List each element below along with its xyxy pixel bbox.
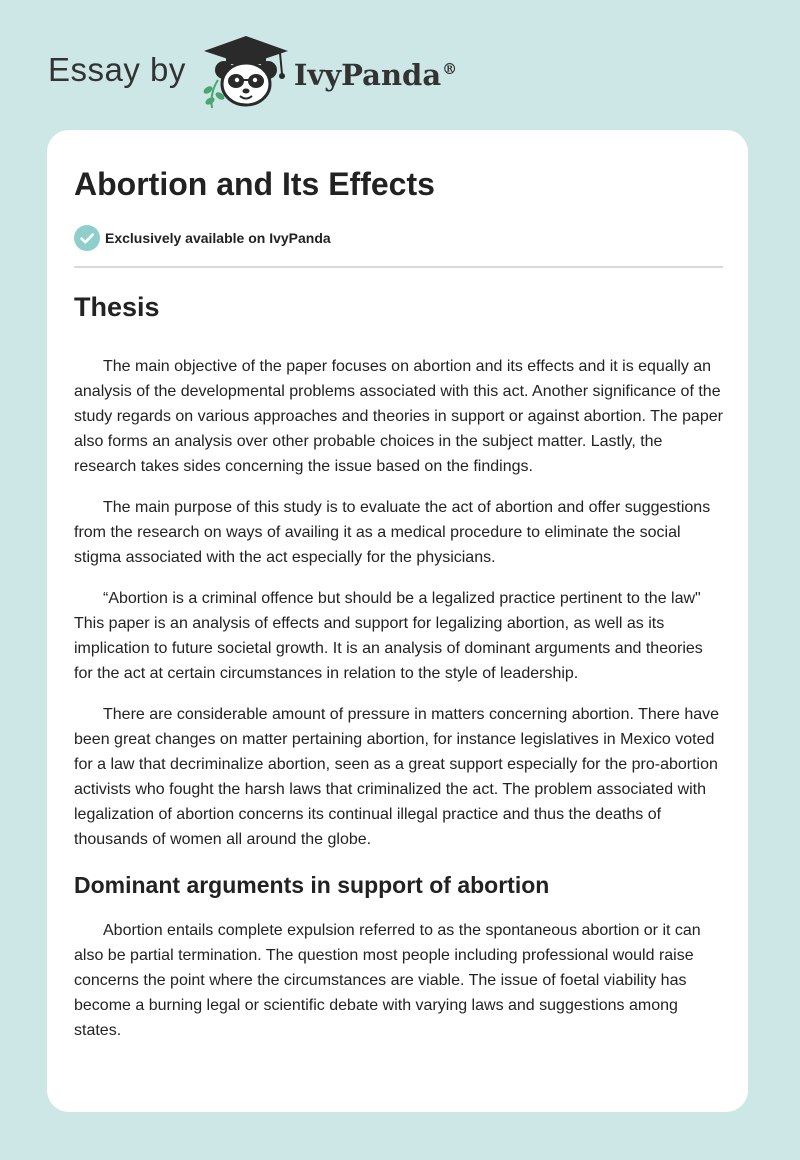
registered-mark: ®	[442, 60, 458, 79]
paragraph: The main objective of the paper focuses on abortion and its effects and it is equally an analysis of the developmental problems associated with this act. Another significance of the study regards on various approaches and theories in support or against abortion. The paper also forms an analysis over other probable choices in the subject matter. Lastly, the research takes sides concerning the issue based on the findings.	[74, 358, 723, 475]
badge-text: Exclusively available on IvyPanda	[105, 230, 331, 246]
paragraph: Abortion entails complete expulsion referred to as the spontaneous abortion or it can also be partial termination. The question most people including professional would raise concerns the point where the circumstances are viable. The issue of foetal viability has become a burning legal or scientific debate with varying laws and suggestions among states.	[74, 922, 701, 1039]
brand-name: IvyPanda®	[293, 58, 458, 92]
section-heading-thesis: Thesis	[74, 292, 160, 322]
panda-graduate-icon	[200, 34, 292, 110]
brand-prefix: Essay by	[48, 51, 186, 88]
exclusive-badge	[74, 224, 721, 252]
paragraph: “Abortion is a criminal offence but should be a legalized practice pertinent to the law" This paper is an analysis of effects and support for legalizing abortion, as well as its implication to future societal growth. It is an analysis of dominant arguments and theories for the act at certain circumstances in relation to the style of leadership.	[74, 590, 703, 682]
checkmark-circle-icon	[74, 225, 100, 251]
brand-header[interactable]	[48, 34, 457, 110]
divider	[74, 266, 723, 268]
paragraph: There are considerable amount of pressure in matters concerning abortion. There have been great changes on matter pertaining abortion, for instance legislatives in Mexico voted for a law that decriminalize abortion, seen as a great support especially for the pro-abortion activists who fought the harsh laws that criminalized the act. The problem associated with legalization of abortion concerns its continual illegal practice and thus the deaths of thousands of women all around the globe.	[74, 706, 720, 848]
paragraph: The main purpose of this study is to evaluate the act of abortion and offer suggestions from the research on ways of availing it as a medical procedure to eliminate the social stigma associated with the act especially for the physicians.	[74, 499, 711, 566]
page-title: Abortion and Its Effects	[74, 166, 435, 202]
essay-card	[47, 130, 748, 1112]
section-heading-dominant-arguments: Dominant arguments in support of abortion	[74, 872, 550, 898]
